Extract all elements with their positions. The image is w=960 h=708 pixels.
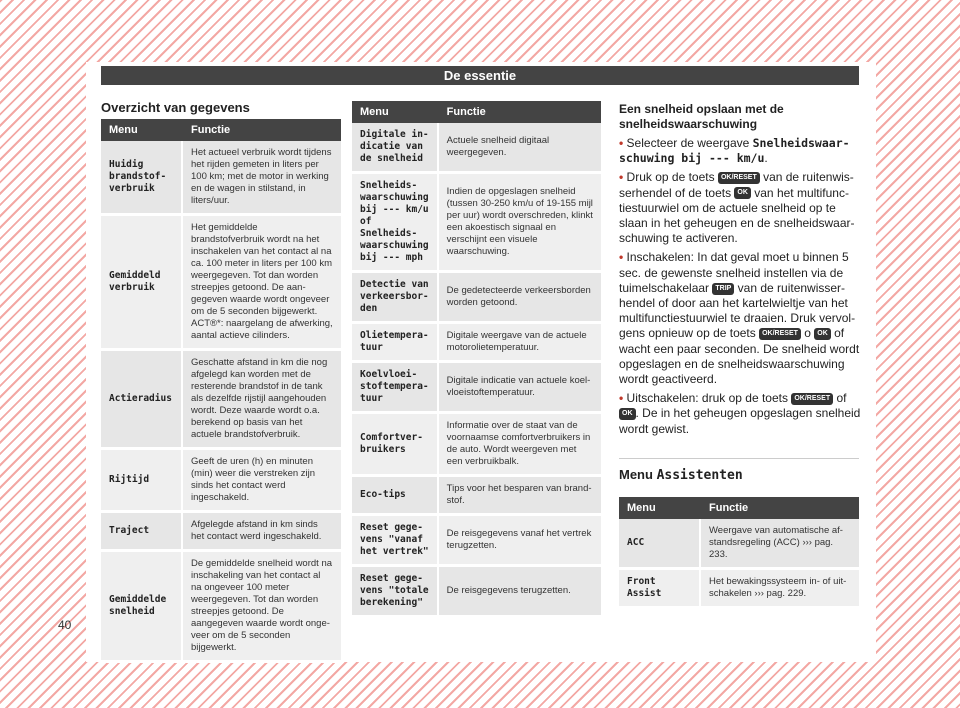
menu-cell: ACC [619, 519, 701, 570]
table-row [101, 351, 341, 450]
menu-cell: Reset gegevens "vanaf het vertrek" [352, 516, 439, 567]
ok-key-icon: OK [734, 187, 751, 199]
bullet-press: • Druk op de toets OK/RESET van de ruitenwisserhendel of de toets OK van het multifunctiestuurwiel om de actuele snelheid op te slaan in het geheugen en de snelheidswaarschuwing te activeren. [619, 170, 855, 246]
table-row [101, 141, 341, 216]
menu-cell: Reset gegevens "totale berekening" [352, 567, 439, 618]
okreset-key-icon: OK/RESET [791, 393, 833, 405]
functie-cell: Geeft de uren (h) en minuten (min) weer die verstreken zijn sinds het contact werd ingeschakeld. [183, 450, 341, 513]
menu-cell: Detectie van verkeersborden [352, 273, 439, 324]
functie-cell: Het gemiddelde brandstofverbruik wordt na het inschakelen van het contact al na ca. 100 meter in liters per 100 km weergegeven. Tot dan worden streepjes getoond. De aangegeven waarde wordt ongeveer om de 5 seconden bijgewerkt. ACT®*: naargelang de afwerking, aantal actieve cilinders. [183, 216, 341, 351]
menu-cell: Eco-tips [352, 477, 439, 516]
okreset-key-icon: OK/RESET [718, 172, 760, 184]
menu-cell: Comfortverbruikers [352, 414, 439, 477]
table-row [352, 123, 601, 174]
bullet-enable: • Inschakelen: In dat geval moet u binnen 5 sec. de gewenste snelheid instellen via de tuimelschakelaar TRIP van de ruitenwisserhendel of door aan het kartelwieltje van het multifunctiestuurwiel te draaien. Druk vervolgens opnieuw op de toets OK/RESET o OK of wacht een paar seconden. De snelheid wordt opgeslagen en de snelheidswaarschuwing wordt geactiveerd. [619, 250, 860, 387]
menu-cell: Gemiddeld verbruik [101, 216, 183, 351]
table-row [352, 363, 601, 414]
functie-cell: Informatie over de staat van de voornaamse comfortverbruikers in de auto. Wordt weergeven met een verbruikbalk. [439, 414, 601, 477]
table-row [352, 273, 601, 324]
col-menu: Menu [352, 101, 439, 123]
functie-cell: Digitale indicatie van actuele koelvloeistoftemperatuur. [439, 363, 601, 414]
functie-cell: Weergave van automatische afstandsregeling (ACC) ››› pag. 233. [701, 519, 859, 570]
table-row [352, 324, 601, 363]
page-number: 40 [58, 618, 72, 632]
okreset-key-icon: OK/RESET [759, 328, 801, 340]
functie-cell: Geschatte afstand in km die nog afgelegd kan worden met de resterende brandstof in de tank als dezelfde rijstijl aangehouden wordt. Deze waarde wordt o.a. berekend op basis van het actuele brandstofverbruik. [183, 351, 341, 450]
col-functie: Functie [183, 119, 341, 141]
table-row [352, 516, 601, 567]
menu-cell: Rijtijd [101, 450, 183, 513]
menu-cell: Traject [101, 513, 183, 552]
functie-cell: Het actueel verbruik wordt tijdens het rijden gemeten in liters per 100 km; met de motor in werking en de wagen in stilstand, in liters/uur. [183, 141, 341, 216]
table-row [619, 519, 859, 570]
table-row [101, 552, 341, 663]
functie-cell: De reisgegevens vanaf het vertrek terugzetten. [439, 516, 601, 567]
functie-cell: Het bewakingssysteem in- of uitschakelen ››› pag. 229. [701, 570, 859, 609]
functie-cell: De gemiddelde snelheid wordt na inschakeling van het contact al na ongeveer 100 meter weergegeven. Tot dan worden streepjes getoond. De aangegeven waarde wordt ongeveer om de 5 seconden bijgewerkt. [183, 552, 341, 663]
menu-cell: Gemiddelde snelheid [101, 552, 183, 663]
data-overview-table [101, 119, 341, 663]
col-menu: Menu [101, 119, 183, 141]
menu-cell: Snelheidswaarschuwing bij --- km/u of Snelheidswaarschuwing bij --- mph [352, 174, 439, 273]
menu-cell: Actieradius [101, 351, 183, 450]
ok-key-icon: OK [814, 328, 831, 340]
menu-cell: Huidig brandstofverbruik [101, 141, 183, 216]
table-row [101, 450, 341, 513]
ok-key-icon: OK [619, 408, 636, 420]
functie-cell: Actuele snelheid digitaal weergegeven. [439, 123, 601, 174]
col-functie: Functie [439, 101, 601, 123]
functie-cell: De gedetecteerde verkeersborden worden getoond. [439, 273, 601, 324]
trip-key-icon: TRIP [712, 283, 734, 295]
table-row [101, 513, 341, 552]
display-menu-table [352, 101, 601, 618]
section-header: De essentie [101, 66, 859, 85]
speed-warning-section [619, 102, 861, 441]
table-row [619, 570, 859, 609]
table-row [352, 567, 601, 618]
functie-cell: De reisgegevens terugzetten. [439, 567, 601, 618]
bullet-select: • Selecteer de weergave Snelheidswaarschuwing bij --- km/u. [619, 136, 850, 166]
table-row [352, 414, 601, 477]
functie-cell: Digitale weergave van de actuele motorolietemperatuur. [439, 324, 601, 363]
col-menu: Menu [619, 497, 701, 519]
bullet-disable: • Uitschakelen: druk op de toets OK/RESET of OK . De in het geheugen opgeslagen snelheid wordt gewist. [619, 391, 861, 436]
functie-cell: Tips voor het besparen van brandstof. [439, 477, 601, 516]
table-row [352, 477, 601, 516]
speed-warning-heading: Een snelheid opslaan met de snelheidswaarschuwing [619, 102, 784, 131]
table-row [352, 174, 601, 273]
menu-cell: Koelvloeistoftemperatuur [352, 363, 439, 414]
col-functie: Functie [701, 497, 859, 519]
assist-table [619, 497, 859, 609]
functie-cell: Afgelegde afstand in km sinds het contact werd ingeschakeld. [183, 513, 341, 552]
functie-cell: Indien de opgeslagen snelheid (tussen 30-250 km/u of 19-155 mijl per uur) wordt overschreden, klinkt een akoestisch signaal en verschijnt een visuele waarschuwing. [439, 174, 601, 273]
table-row [101, 216, 341, 351]
menu-cell: Front Assist [619, 570, 701, 609]
menu-cell: Olietemperatuur [352, 324, 439, 363]
assist-heading: Menu Assistenten [619, 458, 859, 483]
menu-cell: Digitale indicatie van de snelheid [352, 123, 439, 174]
section-title: Overzicht van gegevens [101, 100, 250, 115]
